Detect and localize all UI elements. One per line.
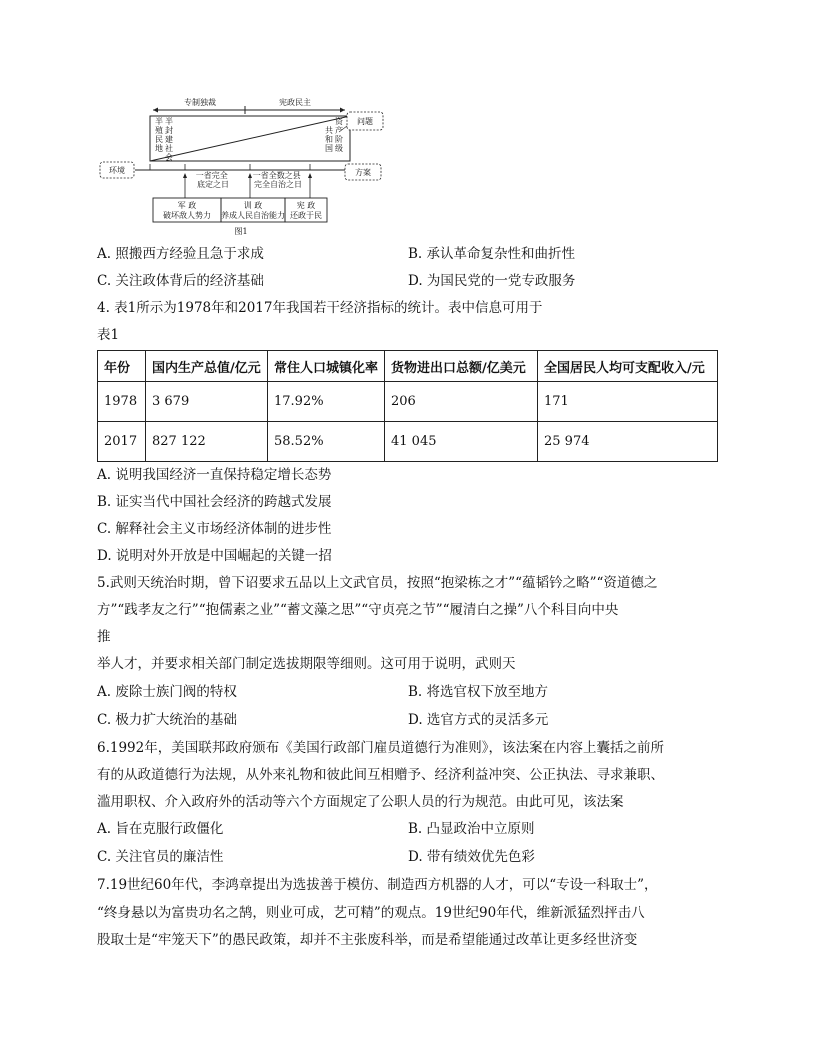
q6-option-b[interactable]: B. 凸显政治中立原则: [408, 821, 535, 837]
table-cell: 41 045: [385, 422, 538, 462]
q6-stem-line-2: 有的从政道德行为法规，从外来礼物和彼此间互相赠予、经济利益冲突、公正执法、寻求兼职、: [97, 767, 664, 783]
table-cell: 17.92%: [268, 382, 385, 422]
figure-right-box-text: 资产阶级 共和国: [325, 117, 343, 153]
callout-environment: 环境: [109, 166, 125, 175]
table-header-cell: 常住人口城镇化率: [268, 351, 385, 382]
table-cell: 2017: [98, 422, 146, 462]
q6-stem-line-1: 6.1992年，美国联邦政府颁布《美国行政部门雇员道德行为准则》，该法案在内容上囊括之前所: [97, 740, 664, 756]
table-cell: 171: [538, 382, 718, 422]
q5-stem-line-4: 举人才，并要求相关部门制定选拔期限等细则。这可用于说明，武则天: [97, 656, 516, 672]
figure-1-diagram: [95, 92, 395, 242]
figure-caption: 图1: [234, 227, 248, 236]
q5-stem-line-1: 5.武则天统治时期，曾下诏要求五品以上文武官员，按照“抱梁栋之才”“蕴韬钤之略”“资道德之: [97, 575, 658, 591]
table-row: [98, 382, 718, 422]
figure-top-right-label: 宪政民主: [279, 98, 311, 107]
q5-option-b[interactable]: B. 将选官权下放至地方: [408, 684, 549, 700]
figure-left-box-text: 半殖民地 半封建社会: [155, 117, 173, 162]
table-cell: 25 974: [538, 422, 718, 462]
marker-1: 一省完全 底定之日: [195, 171, 229, 189]
table-cell: 206: [385, 382, 538, 422]
q7-stem-line-2: “终身悬以为富贵功名之鹄，则业可成，艺可精”的观点。19世纪90年代，维新派猛烈抨击八: [97, 905, 645, 921]
q5-option-c[interactable]: C. 极力扩大统治的基础: [97, 712, 237, 728]
q6-option-a[interactable]: A. 旨在克服行政僵化: [97, 821, 224, 837]
q3-option-c[interactable]: C. 关注政体背后的经济基础: [97, 273, 264, 289]
table-1-label: 表1: [97, 327, 120, 343]
stage-2-desc: 养成人民自治能力: [221, 211, 285, 220]
table-header-cell: 全国居民人均可支配收入/元: [538, 351, 718, 382]
q3-option-b[interactable]: B. 承认革命复杂性和曲折性: [408, 246, 576, 262]
stage-3-title: 宪 政: [296, 201, 316, 210]
callout-problem: 问题: [357, 117, 373, 126]
q4-option-d[interactable]: D. 说明对外开放是中国崛起的关键一招: [97, 548, 332, 564]
stage-1-title: 军 政: [177, 201, 197, 210]
q5-stem-line-3: 推: [97, 629, 111, 645]
economic-indicators-table: [97, 350, 718, 462]
table-header-cell: 货物进出口总额/亿美元: [385, 351, 538, 382]
table-cell: 58.52%: [268, 422, 385, 462]
q4-option-b[interactable]: B. 证实当代中国社会经济的跨越式发展: [97, 494, 332, 510]
table-header-cell: 年份: [98, 351, 146, 382]
table-header-cell: 国内生产总值/亿元: [146, 351, 268, 382]
q6-option-d[interactable]: D. 带有绩效优先色彩: [408, 849, 535, 865]
q6-option-c[interactable]: C. 关注官员的廉洁性: [97, 849, 224, 865]
q5-stem-line-2: 方”“践孝友之行”“抱儒素之业”“蓄文藻之思”“守贞亮之节”“履清白之操”八个科目向中央: [97, 602, 619, 618]
q6-stem-line-3: 滥用职权、介入政府外的活动等六个方面规定了公职人员的行为规范。由此可见，该法案: [97, 794, 624, 810]
q5-option-a[interactable]: A. 废除士族门阀的特权: [97, 684, 237, 700]
marker-2: 一省全数之县 完全自治之日: [252, 171, 302, 189]
q4-option-a[interactable]: A. 说明我国经济一直保持稳定增长态势: [97, 467, 332, 483]
stage-2-title: 训 政: [243, 201, 263, 210]
q3-option-a[interactable]: A. 照搬西方经验且急于求成: [97, 246, 264, 262]
table-cell: 827 122: [146, 422, 268, 462]
figure-top-left-label: 专制独裁: [184, 98, 216, 107]
table-cell: 3 679: [146, 382, 268, 422]
q4-stem: 4. 表1所示为1978年和2017年我国若干经济指标的统计。表中信息可用于: [97, 300, 543, 316]
q7-stem-line-1: 7.19世纪60年代，李鸿章提出为选拔善于模仿、制造西方机器的人才，可以“专设一科取士”，: [97, 877, 658, 893]
table-row: [98, 422, 718, 462]
q4-option-c[interactable]: C. 解释社会主义市场经济体制的进步性: [97, 521, 332, 537]
stage-1-desc: 破坏敌人势力: [163, 211, 211, 220]
q5-option-d[interactable]: D. 选官方式的灵活多元: [408, 712, 549, 728]
stage-3-desc: 还政于民: [290, 211, 322, 220]
q7-stem-line-3: 股取士是“牢笼天下”的愚民政策，却并不主张废科举，而是希望能通过改革让更多经世济变: [97, 932, 638, 948]
table-cell: 1978: [98, 382, 146, 422]
q3-option-d[interactable]: D. 为国民党的一党专政服务: [408, 273, 576, 289]
table-header-row: [98, 351, 718, 382]
callout-plan: 方案: [355, 168, 371, 177]
